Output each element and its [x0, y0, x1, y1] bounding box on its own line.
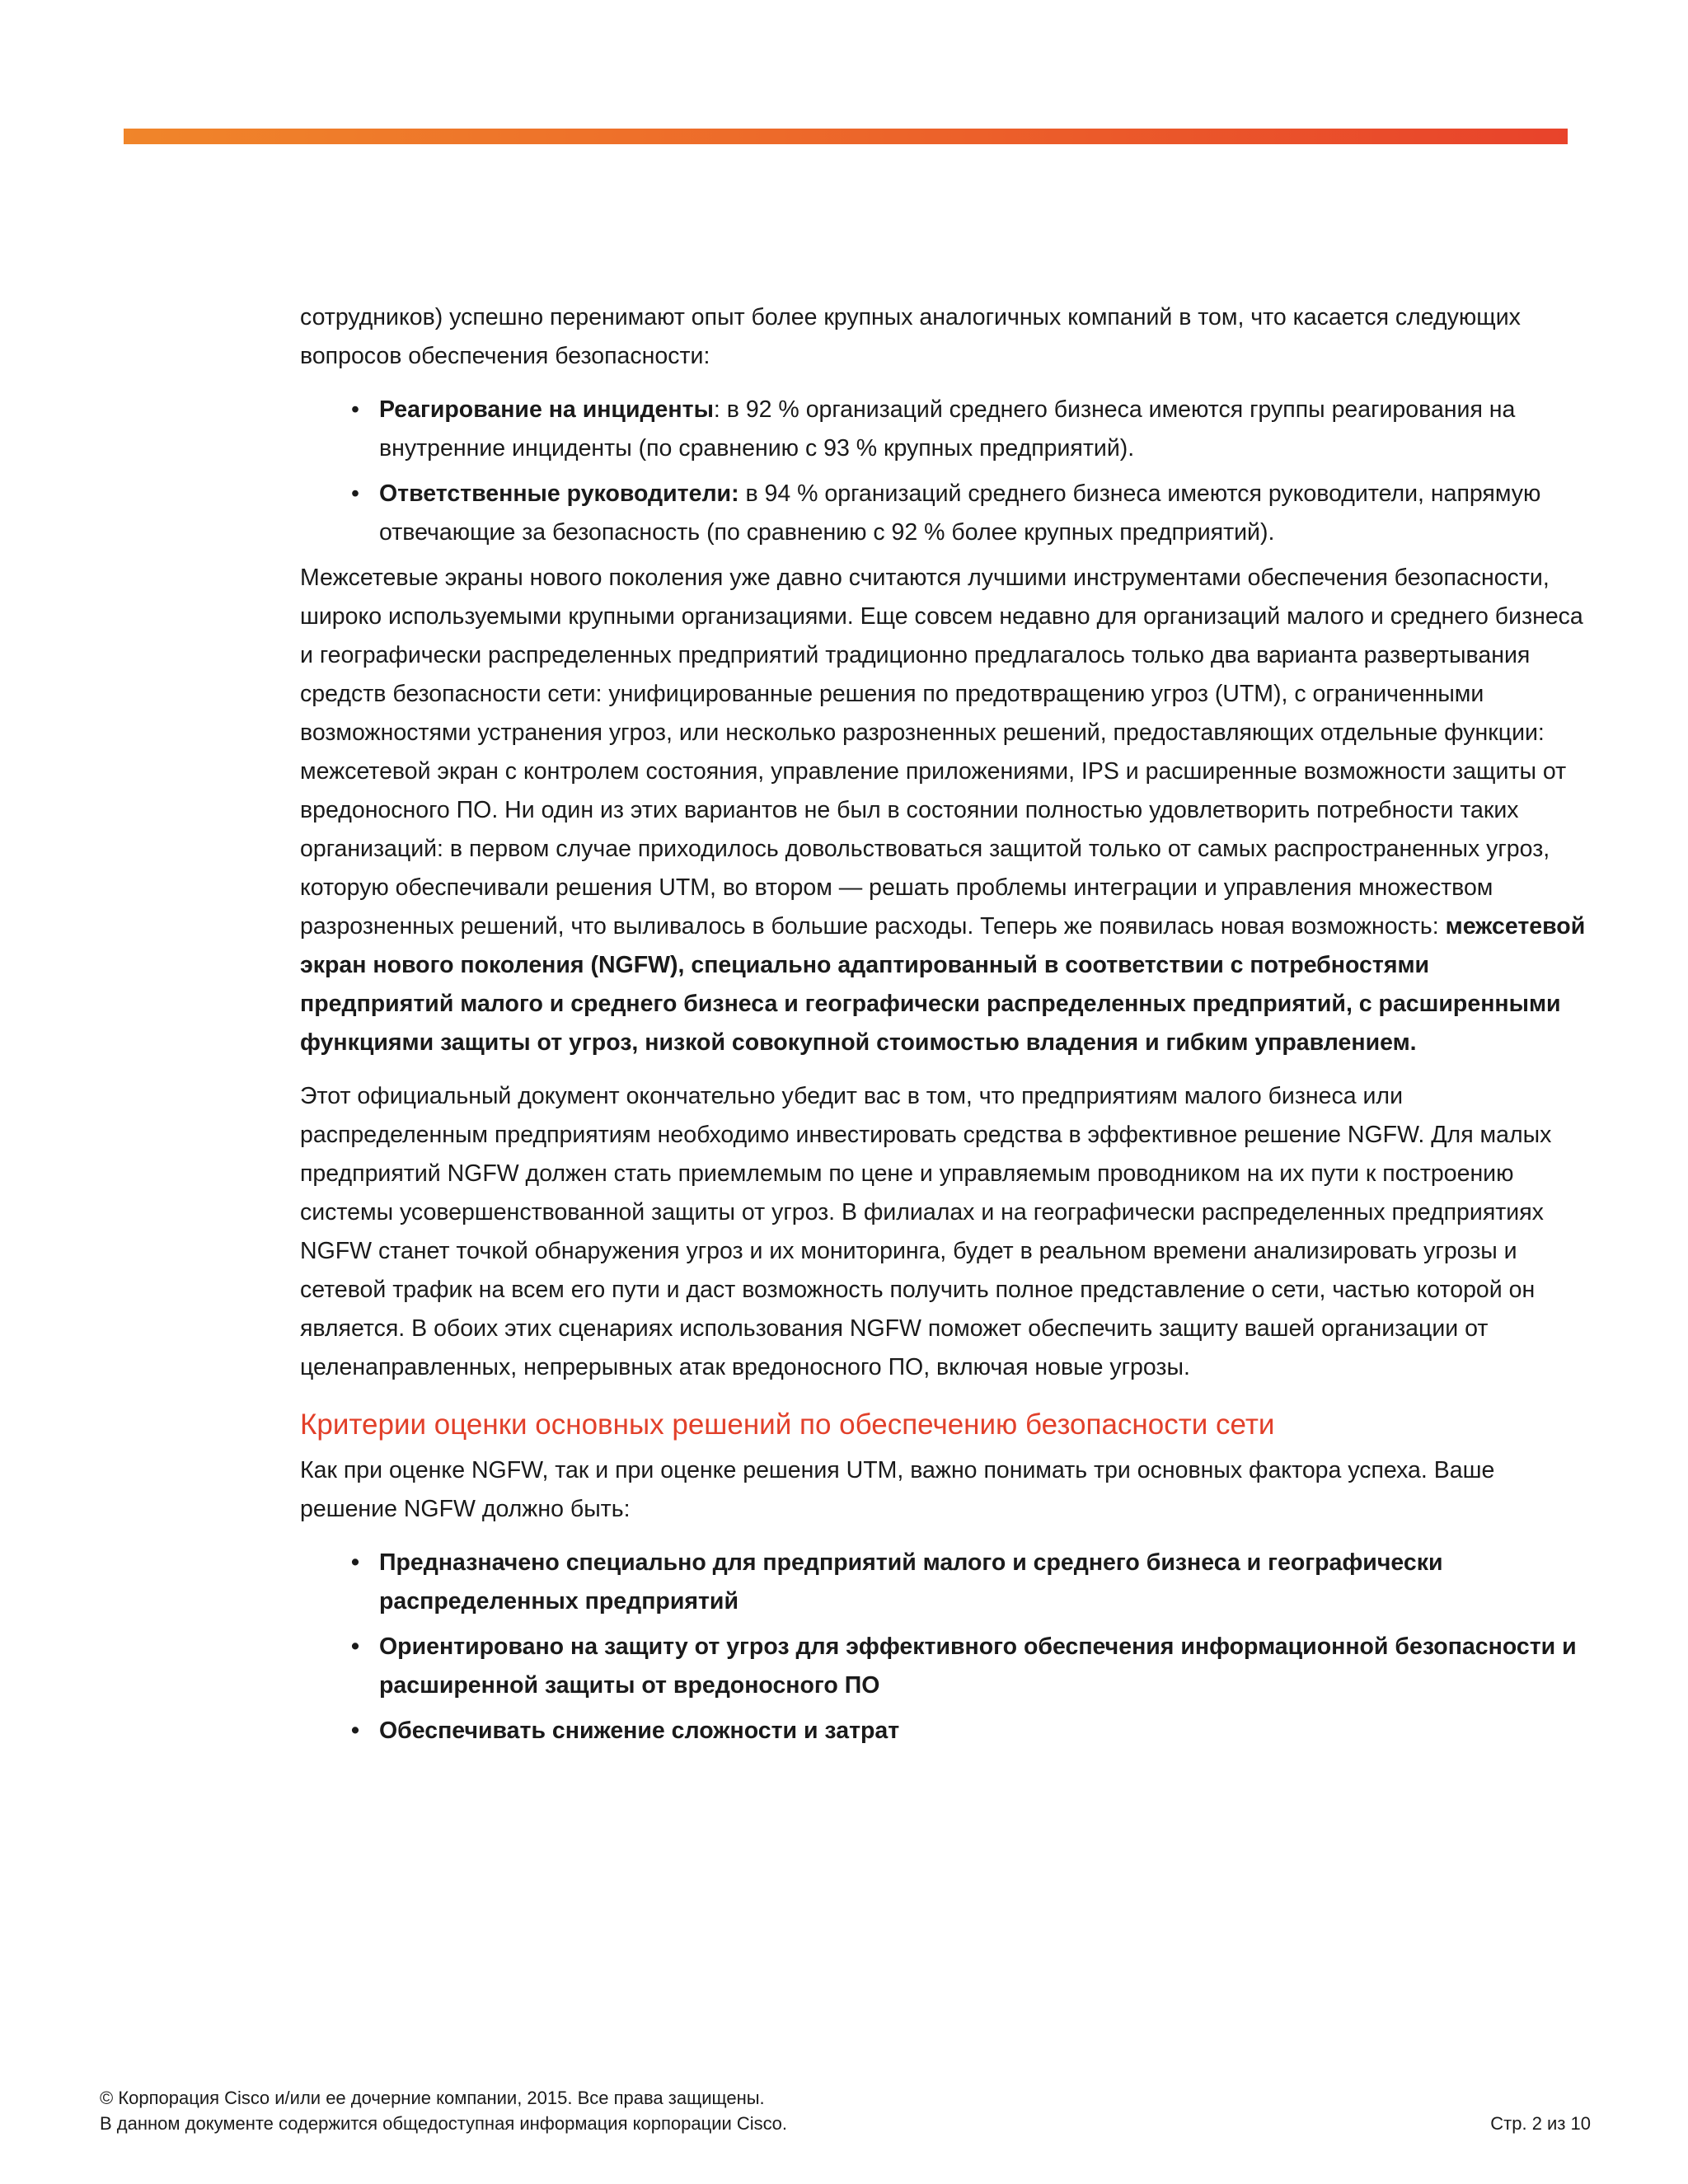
public-info-notice: В данном документе содержится общедоступная информация корпорации Cisco.	[100, 2113, 788, 2134]
bullet-icon: •	[351, 480, 359, 507]
page-footer	[100, 2085, 787, 2136]
intro-paragraph: сотрудников) успешно перенимают опыт более крупных аналогичных компаний в том, что касается следующих вопросов обеспечения безопасности:	[300, 304, 1521, 369]
ngfw-overview-paragraph	[300, 559, 1586, 1062]
list-item	[351, 391, 1586, 468]
criteria-list	[300, 1544, 1586, 1750]
bullet-icon: •	[351, 396, 359, 423]
bullet-icon: •	[351, 1718, 359, 1744]
list-item-term: Ответственные руководители:	[379, 480, 739, 507]
list-item	[351, 1544, 1586, 1621]
list-item	[351, 475, 1586, 552]
list-item-text: Ориентировано на защиту от угроз для эффективного обеспечения информационной безопасности и расширенной защиты от вредоносного ПО	[379, 1633, 1577, 1699]
paragraph-text: Межсетевые экраны нового поколения уже давно считаются лучшими инструментами обеспечения безопасности, широко используемыми крупными организациями. Еще совсем недавно для организаций малого и среднего бизнеса и географически распределенных предприятий традиционно предлагалось только два варианта развертывания средств безопасности сети: унифицированные решения по предотвращению угроз (UTM), с ограниченными возможностями устранения угроз, или несколько разрозненных решений, предоставляющих отдельные функции: межсетевой экран с контролем состояния, управление приложениями, IPS и расширенные возможности защиты от вредоносного ПО. Ни один из этих вариантов не был в состоянии полностью удовлетворить потребности таких организаций: в первом случае приходилось довольствоваться защитой только от самых распространенных угроз, которую обеспечивали решения UTM, во втором — решать проблемы интеграции и управления множеством разрозненных решений, что выливалось в большие расходы. Теперь же появилась новая возможность:	[300, 565, 1583, 940]
list-item-text: в 94 % организаций среднего бизнеса имеются руководители, напрямую отвечающие за безопасность (по сравнению с 92 % более крупных предприятий).	[379, 480, 1541, 546]
list-item-text: Обеспечивать снижение сложности и затрат	[379, 1718, 900, 1744]
bullet-icon: •	[351, 1633, 359, 1660]
document-body	[300, 298, 1586, 1757]
whitepaper-purpose-paragraph: Этот официальный документ окончательно убедит вас в том, что предприятиям малого бизнеса или распределенным предприятиям необходимо инвестировать средства в эффективное решение NGFW. Для малых предприятий NGFW должен стать приемлемым по цене и управляемым проводником на их пути к построению системы усовершенствованной защиты от угроз. В филиалах и на географически распределенных предприятиях NGFW станет точкой обнаружения угроз и их мониторинга, будет в реальном времени анализировать угрозы и сетевой трафик на всем его пути и даст возможность получить полное представление о сети, частью которой он является. В обоих этих сценариях использования NGFW поможет обеспечить защиту вашей организации от целенаправленных, непрерывных атак вредоносного ПО, включая новые угрозы.	[300, 1083, 1552, 1380]
security-stats-list	[300, 391, 1586, 552]
section-heading: Критерии оценки основных решений по обеспечению безопасности сети	[300, 1408, 1275, 1441]
page-number: Стр. 2 из 10	[1490, 2113, 1591, 2134]
list-item	[351, 1712, 1586, 1750]
list-item	[351, 1628, 1586, 1705]
brand-accent-bar	[124, 129, 1568, 144]
copyright-notice: © Корпорация Cisco и/или ее дочерние компании, 2015. Все права защищены.	[100, 2088, 765, 2108]
criteria-intro-paragraph: Как при оценке NGFW, так и при оценке решения UTM, важно понимать три основных фактора успеха. Ваше решение NGFW должно быть:	[300, 1457, 1495, 1522]
list-item-term: Реагирование на инциденты	[379, 396, 714, 423]
bullet-icon: •	[351, 1549, 359, 1576]
list-item-text: : в 92 % организаций среднего бизнеса имеются группы реагирования на внутренние инциденты (по сравнению с 93 % крупных предприятий).	[379, 396, 1516, 462]
paragraph-emphasis: межсетевой экран нового поколения (NGFW), специально адаптированный в соответствии с потребностями предприятий малого и среднего бизнеса и географически распределенных предприятий, с расширенными функциями защиты от угроз, низкой совокупной стоимостью владения и гибким управлением.	[300, 913, 1586, 1056]
list-item-text: Предназначено специально для предприятий малого и среднего бизнеса и географически распределенных предприятий	[379, 1549, 1443, 1615]
